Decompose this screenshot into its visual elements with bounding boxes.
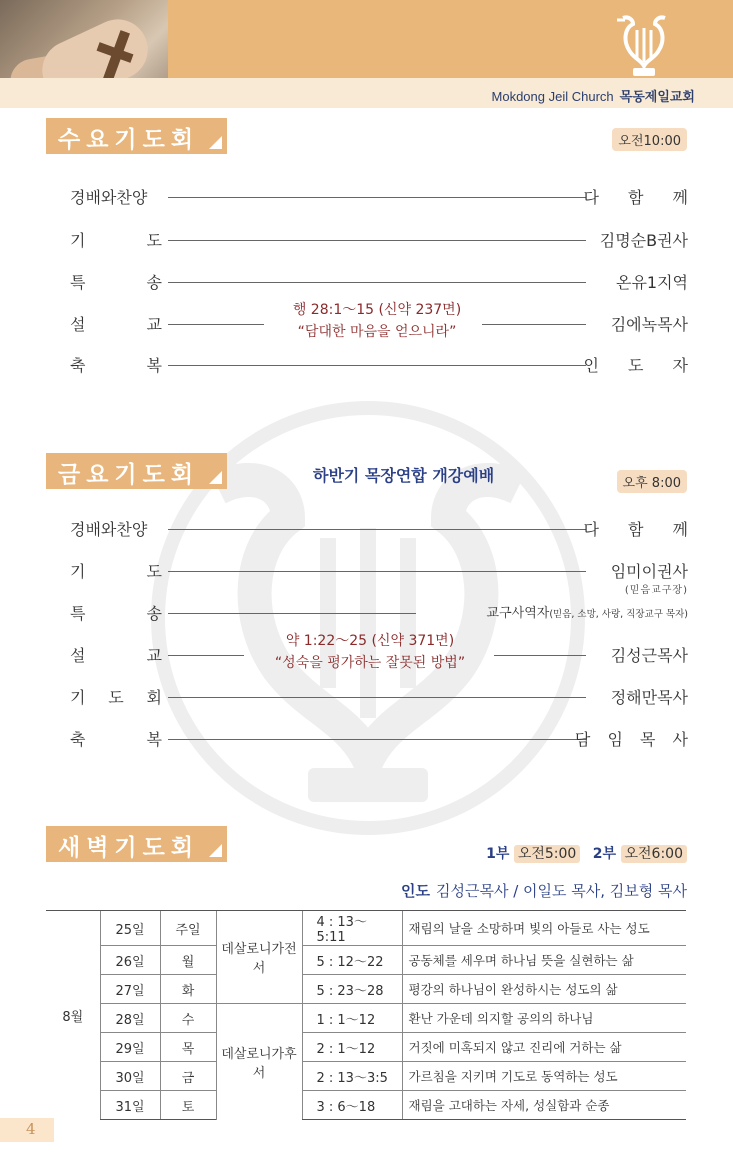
day-cell: 29일 (100, 1033, 160, 1062)
wednesday-section-title: 수요기도회 (46, 118, 227, 154)
wednesday-row-blessing (70, 353, 700, 377)
sermon-title: “담대한 마음을 얻으니라” (297, 324, 457, 340)
ref-cell: 1 : 1～12 (302, 1004, 402, 1033)
weekday-cell: 주일 (160, 911, 216, 946)
row-value: 정해만목사 (610, 688, 688, 707)
friday-row-special-song (70, 601, 688, 625)
day-cell: 30일 (100, 1062, 160, 1091)
friday-row-praise (70, 517, 700, 541)
weekday-cell: 금 (160, 1062, 216, 1091)
row-label: 기 도 (70, 562, 162, 581)
session1-label: 1부 (486, 846, 510, 862)
theme-cell: 환난 가운데 의지할 공의의 하나님 (402, 1004, 686, 1033)
row-label: 축 복 (70, 356, 162, 375)
ref-cell: 5 : 23～28 (302, 975, 402, 1004)
theme-cell: 가르침을 지키며 기도로 동역하는 성도 (402, 1062, 686, 1091)
row-label: 기 도 회 (70, 688, 162, 707)
dawn-leaders (401, 880, 687, 901)
theme-cell: 재림을 고대하는 자세, 성실함과 순종 (402, 1091, 686, 1120)
month-cell: 8월 (46, 911, 100, 1120)
session2-time: 오전6:00 (621, 845, 688, 863)
friday-section-title: 금요기도회 (46, 453, 227, 489)
session1-time: 오전5:00 (514, 845, 581, 863)
table-row (46, 1033, 686, 1062)
sermon-reference: 행 28:1～15 (신약 237면) (292, 302, 462, 318)
ref-cell: 4 : 13～5:11 (302, 911, 402, 946)
table-row (46, 1004, 686, 1033)
page-number: 4 (0, 1118, 54, 1142)
day-cell: 25일 (100, 911, 160, 946)
friday-sermon (250, 630, 490, 674)
ref-cell: 2 : 13～3:5 (302, 1062, 402, 1091)
wednesday-sermon (262, 299, 492, 343)
row-value: 담 임 목 사 (574, 730, 694, 749)
weekday-cell: 월 (160, 946, 216, 975)
theme-cell: 평강의 하나님이 완성하시는 성도의 삶 (402, 975, 686, 1004)
ref-cell: 2 : 1～12 (302, 1033, 402, 1062)
church-name (492, 86, 695, 105)
day-cell: 26일 (100, 946, 160, 975)
row-label: 설 교 (70, 315, 162, 334)
friday-time-badge: 오후 8:00 (617, 470, 687, 493)
row-value: 다 함 께 (583, 188, 700, 207)
table-row (46, 1062, 686, 1091)
day-cell: 27일 (100, 975, 160, 1004)
table-row (46, 946, 686, 975)
book-cell: 데살로니가후서 (216, 1004, 302, 1120)
row-value: 임미이권사 (610, 562, 688, 581)
day-cell: 31일 (100, 1091, 160, 1120)
row-note: (믿음교구장) (624, 585, 688, 596)
corner-triangle-icon (209, 471, 222, 484)
ref-cell: 5 : 12～22 (302, 946, 402, 975)
table-row (46, 975, 686, 1004)
row-value: 김명순B권사 (599, 231, 688, 250)
row-label: 특 송 (70, 273, 162, 292)
leaders-names: 김성근목사 / 이일도 목사, 김보형 목사 (435, 882, 687, 900)
corner-triangle-icon (209, 844, 222, 857)
row-label: 축 복 (70, 730, 162, 749)
weekday-cell: 화 (160, 975, 216, 1004)
row-value: 김에녹목사 (610, 315, 688, 334)
dawn-schedule-table (46, 910, 686, 1120)
row-label: 경배와찬양 (70, 520, 148, 539)
corner-triangle-icon (209, 136, 222, 149)
friday-event-title: 하반기 목장연합 개강예배 (313, 466, 495, 485)
dove-harp-icon (615, 14, 673, 80)
row-label: 특 송 (70, 604, 162, 623)
row-label: 기 도 (70, 231, 162, 250)
row-value: 김성근목사 (610, 646, 688, 665)
theme-cell: 거짓에 미혹되지 않고 진리에 거하는 삶 (402, 1033, 686, 1062)
dawn-section-title: 새벽기도회 (46, 826, 227, 862)
ref-cell: 3 : 6～18 (302, 1091, 402, 1120)
sermon-title: “성숙을 평가하는 잘못된 방법” (274, 655, 466, 671)
wednesday-row-special-song (70, 270, 688, 294)
theme-cell: 재림의 날을 소망하며 빛의 아들로 사는 성도 (402, 911, 686, 946)
dawn-times (486, 843, 687, 863)
session2-label: 2부 (592, 846, 617, 862)
row-label: 설 교 (70, 646, 162, 665)
table-row (46, 911, 686, 946)
row-value: 온유1지역 (615, 273, 688, 292)
sermon-reference: 약 1:22～25 (신약 371면) (285, 633, 455, 649)
row-value: 다 함 께 (583, 520, 700, 539)
friday-row-blessing (70, 727, 694, 751)
wednesday-time-badge: 오전10:00 (612, 128, 687, 151)
leaders-label: 인도 (401, 882, 430, 900)
wednesday-row-prayer (70, 228, 688, 252)
day-cell: 28일 (100, 1004, 160, 1033)
wednesday-row-praise (70, 185, 700, 209)
friday-row-prayer-meeting (70, 685, 688, 709)
book-cell: 데살로니가전서 (216, 911, 302, 1004)
church-name-ko: 목동제일교회 (619, 89, 695, 104)
friday-row-prayer (70, 559, 688, 596)
row-label: 경배와찬양 (70, 188, 148, 207)
weekday-cell: 토 (160, 1091, 216, 1120)
theme-cell: 공동체를 세우며 하나님 뜻을 실현하는 삶 (402, 946, 686, 975)
weekday-cell: 목 (160, 1033, 216, 1062)
table-row (46, 1091, 686, 1120)
row-value: 인 도 자 (583, 356, 700, 375)
row-value: 교구사역자(믿음, 소망, 사랑, 직장교구 목자) (486, 606, 688, 621)
church-name-en: Mokdong Jeil Church (491, 89, 614, 104)
weekday-cell: 수 (160, 1004, 216, 1033)
